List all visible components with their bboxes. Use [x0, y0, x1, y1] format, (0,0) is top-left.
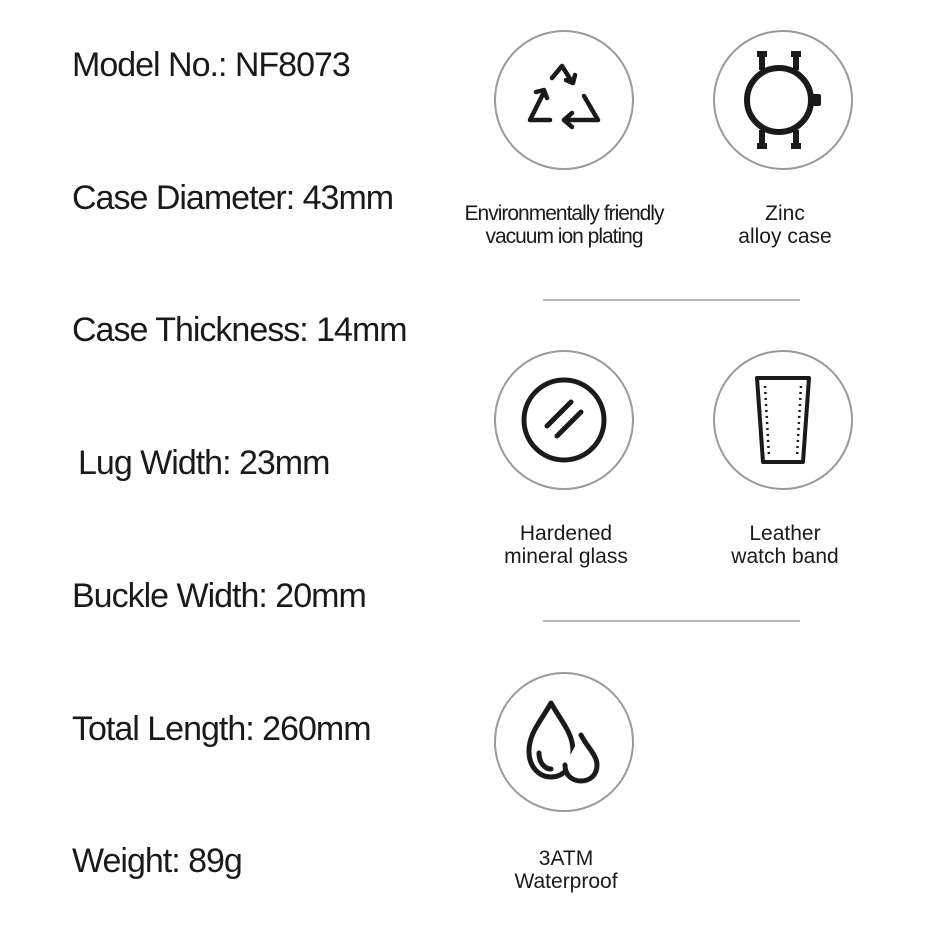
- feature-circle-band: [713, 350, 853, 490]
- caption-plating: Environmentally friendly vacuum ion plating: [464, 202, 664, 248]
- spec-lug-width: Lug Width: 23mm: [78, 444, 330, 482]
- spec-buckle-width: Buckle Width: 20mm: [72, 577, 366, 615]
- caption-band: Leather watch band: [731, 522, 839, 568]
- feature-circle-glass: [494, 350, 634, 490]
- feature-circle-waterproof: [494, 672, 634, 812]
- recycle-icon: [522, 58, 606, 142]
- water-drops-icon: [519, 697, 609, 787]
- spec-case-thickness: Case Thickness: 14mm: [72, 311, 407, 349]
- spec-case-diameter: Case Diameter: 43mm: [72, 179, 394, 217]
- caption-case: Zinc alloy case: [738, 202, 832, 248]
- caption-glass: Hardened mineral glass: [504, 522, 628, 568]
- divider: [543, 620, 800, 622]
- spec-model-number: Model No.: NF8073: [72, 46, 350, 84]
- watch-band-icon: [753, 372, 813, 468]
- feature-circle-case: [713, 30, 853, 170]
- watch-case-icon: [735, 48, 831, 152]
- spec-weight: Weight: 89g: [72, 842, 242, 880]
- divider: [543, 299, 800, 301]
- caption-waterproof: 3ATM Waterproof: [514, 847, 618, 893]
- glass-icon: [519, 375, 609, 465]
- feature-circle-plating: [494, 30, 634, 170]
- spec-total-length: Total Length: 260mm: [72, 710, 371, 748]
